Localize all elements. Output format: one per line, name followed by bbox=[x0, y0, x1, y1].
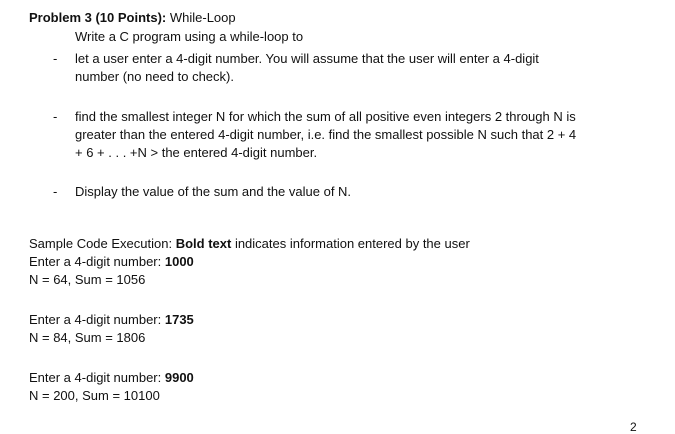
run-2-prompt: Enter a 4-digit number: bbox=[29, 312, 165, 327]
bullet-dash-3: - bbox=[53, 184, 58, 199]
run-2-input: 1735 bbox=[164, 312, 194, 327]
sample-rest: indicates information entered by the user bbox=[231, 236, 470, 251]
run-3-prompt: Enter a 4-digit number: bbox=[29, 370, 165, 385]
bullet-2-line-2: greater than the entered 4-digit number, i.e. find the smallest possible N such that 2 + 4 bbox=[75, 127, 577, 142]
sample-bold-text: Bold text bbox=[175, 236, 232, 251]
problem-subtitle: While-Loop bbox=[166, 10, 236, 25]
bullet-dash-1: - bbox=[53, 51, 58, 66]
bullet-dash-2: - bbox=[53, 109, 58, 124]
problem-heading-line bbox=[29, 9, 236, 27]
run-3-input: 9900 bbox=[164, 370, 194, 385]
sample-header bbox=[29, 235, 470, 253]
run-3-prompt-line bbox=[29, 369, 194, 387]
run-1-prompt: Enter a 4-digit number: bbox=[29, 254, 165, 269]
run-1-prompt-line bbox=[29, 253, 194, 271]
run-1-input: 1000 bbox=[164, 254, 194, 269]
bullet-1-line-1: let a user enter a 4-digit number. You will assume that the user will enter a 4-digit bbox=[75, 51, 539, 66]
bullet-1-line-2: number (no need to check). bbox=[75, 69, 234, 84]
bullet-2-line-1: find the smallest integer N for which the sum of all positive even integers 2 through N is bbox=[75, 109, 576, 124]
run-2-prompt-line bbox=[29, 311, 194, 329]
bullet-2-line-3: + 6 + . . . +N > the entered 4-digit number. bbox=[75, 145, 318, 160]
problem-intro: Write a C program using a while-loop to bbox=[75, 29, 304, 44]
page-number: 2 bbox=[630, 420, 637, 434]
bullet-3-line-1: Display the value of the sum and the value of N. bbox=[75, 184, 352, 199]
run-2-output: N = 84, Sum = 1806 bbox=[29, 330, 146, 345]
problem-heading: Problem 3 (10 Points): bbox=[29, 10, 167, 25]
run-3-output: N = 200, Sum = 10100 bbox=[29, 388, 160, 403]
run-1-output: N = 64, Sum = 1056 bbox=[29, 272, 146, 287]
sample-label: Sample Code Execution: bbox=[29, 236, 176, 251]
